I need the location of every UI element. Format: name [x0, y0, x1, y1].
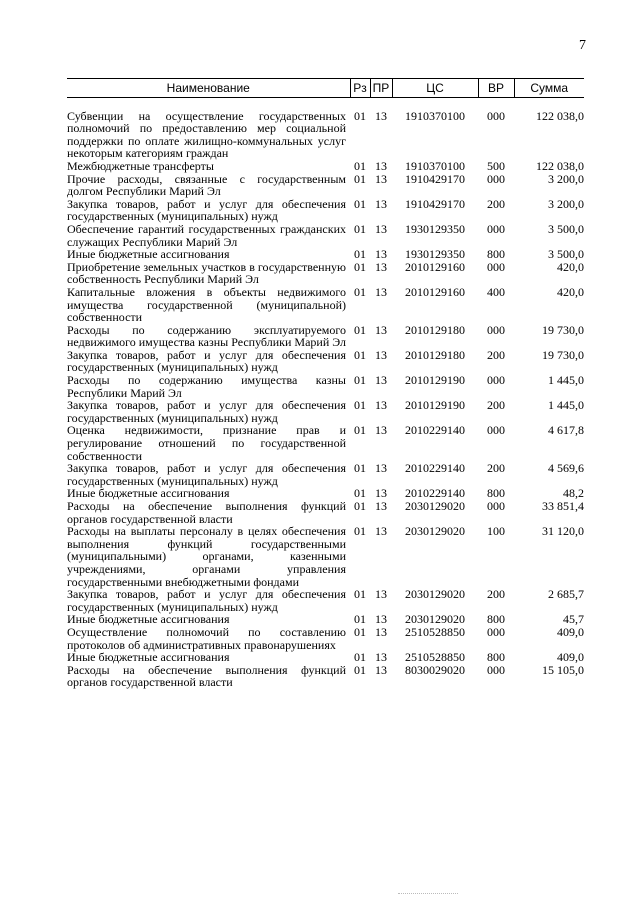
- table-row: [67, 462, 584, 487]
- cell-rz: 01: [354, 196, 366, 211]
- cell-sum: 2 685,7: [548, 587, 584, 602]
- cell-cs: 2010229140: [405, 486, 465, 501]
- cell-rz: 01: [354, 486, 366, 501]
- table-row: [67, 374, 584, 399]
- cell-cs: 2510528850: [405, 650, 465, 665]
- cell-vr: 800: [487, 612, 505, 627]
- cell-cs: 2010129190: [405, 373, 465, 388]
- table-row: [67, 664, 584, 689]
- cell-cs: 2030129020: [405, 499, 465, 513]
- cell-cs: 2010129160: [405, 284, 465, 299]
- cell-vr: 800: [487, 486, 505, 501]
- cell-pr: 13: [375, 196, 387, 211]
- cell-vr: 000: [487, 373, 505, 388]
- header-vr: ВР: [478, 79, 514, 98]
- cell-rz: 01: [354, 347, 366, 362]
- cell-name: Закупка товаров, работ и услуг для обеспечения государственных (муниципальных) нужд: [67, 347, 346, 375]
- cell-sum: 409,0: [557, 650, 584, 665]
- cell-pr: 13: [375, 171, 387, 186]
- cell-vr: 000: [487, 108, 505, 123]
- cell-name: Иные бюджетные ассигнования: [67, 612, 230, 627]
- cell-pr: 13: [375, 158, 387, 173]
- cell-sum: 33 851,4: [542, 499, 584, 513]
- cell-cs: 2010129160: [405, 259, 465, 274]
- header-cs: ЦС: [392, 79, 478, 98]
- cell-sum: 420,0: [557, 259, 584, 274]
- cell-rz: 01: [354, 587, 366, 602]
- table-row: [67, 399, 584, 424]
- cell-rz: 01: [354, 221, 366, 236]
- cell-rz: 01: [354, 158, 366, 173]
- cell-pr: 13: [375, 587, 387, 602]
- cell-pr: 13: [375, 284, 387, 299]
- cell-cs: 1930129350: [405, 221, 465, 236]
- table-row: [67, 424, 584, 462]
- cell-vr: 000: [487, 221, 505, 236]
- table-row: [67, 97, 584, 160]
- cell-rz: 01: [354, 461, 366, 476]
- cell-rz: 01: [354, 662, 366, 677]
- table-row: [67, 286, 584, 324]
- cell-cs: 2030129020: [405, 524, 465, 539]
- cell-cs: 1910370100: [405, 108, 465, 123]
- cell-name: Закупка товаров, работ и услуг для обеспечения государственных (муниципальных) нужд: [67, 196, 346, 224]
- cell-sum: 45,7: [563, 612, 584, 627]
- table-row: [67, 588, 584, 613]
- cell-rz: 01: [354, 247, 366, 262]
- cell-vr: 800: [487, 650, 505, 665]
- cell-pr: 13: [375, 524, 387, 539]
- cell-rz: 01: [354, 499, 366, 513]
- table-row: [67, 626, 584, 651]
- cell-vr: 000: [487, 423, 505, 438]
- cell-vr: 100: [487, 524, 505, 539]
- cell-pr: 13: [375, 624, 387, 639]
- cell-vr: 500: [487, 158, 505, 173]
- cell-vr: 000: [487, 662, 505, 677]
- cell-vr: 400: [487, 284, 505, 299]
- cell-rz: 01: [354, 398, 366, 413]
- cell-rz: 01: [354, 322, 366, 337]
- cell-vr: 000: [487, 624, 505, 639]
- table-body: [67, 97, 584, 689]
- cell-vr: 000: [487, 322, 505, 337]
- header-sum: Сумма: [514, 79, 584, 98]
- cell-rz: 01: [354, 624, 366, 639]
- table-header-row: [67, 79, 584, 98]
- cell-sum: 3 500,0: [548, 247, 584, 262]
- cell-rz: 01: [354, 373, 366, 388]
- cell-name: Прочие расходы, связанные с государственным долгом Республики Марий Эл: [67, 171, 346, 199]
- cell-pr: 13: [375, 461, 387, 476]
- cell-sum: 48,2: [563, 486, 584, 501]
- cell-sum: 4 617,8: [548, 423, 584, 438]
- cell-vr: 200: [487, 196, 505, 211]
- cell-cs: 1910429170: [405, 171, 465, 186]
- header-name: Наименование: [67, 79, 350, 98]
- cell-sum: 19 730,0: [542, 322, 584, 337]
- cell-name: Субвенции на осуществление государственных полномочий по предоставлению мер социальной поддержки по оплате жилищно-коммунальных услуг некоторым категориям граждан: [67, 108, 346, 161]
- cell-vr: 000: [487, 259, 505, 274]
- table-row: [67, 500, 584, 525]
- cell-cs: 2030129020: [405, 612, 465, 627]
- header-rz: Рз: [350, 79, 370, 98]
- cell-cs: 1910370100: [405, 158, 465, 173]
- cell-cs: 1910429170: [405, 196, 465, 211]
- cell-name: Иные бюджетные ассигнования: [67, 486, 230, 501]
- table-row: [67, 324, 584, 349]
- cell-name: Оценка недвижимости, признание прав и регулирование отношений по государственной собственности: [67, 423, 346, 463]
- cell-pr: 13: [375, 221, 387, 236]
- cell-name: Расходы на выплаты персоналу в целях обеспечения выполнения функций государственными (муниципальными) органами, казенными учреждениями, органами управления государственными внебюджетными фондами: [67, 524, 346, 589]
- cell-pr: 13: [375, 662, 387, 677]
- cell-rz: 01: [354, 423, 366, 438]
- cell-sum: 122 038,0: [536, 158, 584, 173]
- cell-pr: 13: [375, 486, 387, 501]
- cell-name: Осуществление полномочий по составлению протоколов об административных правонарушениях: [67, 624, 346, 652]
- cell-pr: 13: [375, 322, 387, 337]
- cell-vr: 200: [487, 347, 505, 362]
- cell-vr: 000: [487, 171, 505, 186]
- cell-name: Расходы по содержанию имущества казны Республики Марий Эл: [67, 373, 346, 400]
- cell-cs: 8030029020: [405, 662, 465, 677]
- cell-vr: 800: [487, 247, 505, 262]
- table-row: [67, 349, 584, 374]
- table-row: [67, 261, 584, 286]
- cell-sum: 420,0: [557, 284, 584, 299]
- cell-rz: 01: [354, 650, 366, 665]
- table-row: [67, 651, 584, 664]
- table-row: [67, 248, 584, 261]
- cell-cs: 2010229140: [405, 423, 465, 438]
- cell-pr: 13: [375, 259, 387, 274]
- cell-pr: 13: [375, 373, 387, 388]
- table-row: [67, 525, 584, 588]
- cell-name: Расходы на обеспечение выполнения функций органов государственной власти: [67, 499, 346, 526]
- cell-name: Иные бюджетные ассигнования: [67, 650, 230, 665]
- table-row: [67, 160, 584, 173]
- cell-name: Закупка товаров, работ и услуг для обеспечения государственных (муниципальных) нужд: [67, 461, 346, 488]
- cell-sum: 15 105,0: [542, 662, 584, 677]
- cell-sum: 409,0: [557, 624, 584, 639]
- cell-sum: 4 569,6: [548, 461, 584, 476]
- cell-vr: 200: [487, 398, 505, 413]
- cell-sum: 1 445,0: [548, 373, 584, 388]
- cell-name: Межбюджетные трансферты: [67, 158, 214, 173]
- cell-cs: 1930129350: [405, 247, 465, 262]
- budget-table: [67, 78, 584, 689]
- cell-name: Расходы по содержанию эксплуатируемого недвижимого имущества казны Республики Марий Эл: [67, 322, 346, 350]
- table-row: [67, 173, 584, 198]
- cell-name: Обеспечение гарантий государственных гражданских служащих Республики Марий Эл: [67, 221, 346, 249]
- cell-sum: 3 200,0: [548, 196, 584, 211]
- cell-vr: 000: [487, 499, 505, 513]
- cell-rz: 01: [354, 284, 366, 299]
- cell-cs: 2010129180: [405, 347, 465, 362]
- cell-pr: 13: [375, 650, 387, 665]
- header-pr: ПР: [370, 79, 392, 98]
- cell-vr: 200: [487, 587, 505, 602]
- cell-rz: 01: [354, 612, 366, 627]
- table-row: [67, 198, 584, 223]
- cell-pr: 13: [375, 347, 387, 362]
- cell-name: Иные бюджетные ассигнования: [67, 247, 230, 262]
- cell-rz: 01: [354, 524, 366, 539]
- cell-pr: 13: [375, 247, 387, 262]
- cell-rz: 01: [354, 108, 366, 123]
- cell-sum: 19 730,0: [542, 347, 584, 362]
- scan-artifact: [398, 893, 458, 896]
- cell-name: Закупка товаров, работ и услуг для обеспечения государственных (муниципальных) нужд: [67, 398, 346, 425]
- cell-sum: 1 445,0: [548, 398, 584, 413]
- cell-cs: 2510528850: [405, 624, 465, 639]
- cell-cs: 2010229140: [405, 461, 465, 476]
- cell-name: Приобретение земельных участков в государственную собственность Республики Марий Эл: [67, 259, 346, 287]
- cell-cs: 2030129020: [405, 587, 465, 602]
- cell-rz: 01: [354, 171, 366, 186]
- cell-pr: 13: [375, 612, 387, 627]
- cell-pr: 13: [375, 398, 387, 413]
- cell-name: Капитальные вложения в объекты недвижимого имущества государственной (муниципальной) собственности: [67, 284, 346, 325]
- page-number: 7: [579, 38, 586, 53]
- cell-pr: 13: [375, 108, 387, 123]
- cell-pr: 13: [375, 499, 387, 513]
- cell-pr: 13: [375, 423, 387, 438]
- cell-cs: 2010129180: [405, 322, 465, 337]
- cell-name: Закупка товаров, работ и услуг для обеспечения государственных (муниципальных) нужд: [67, 587, 346, 614]
- cell-sum: 122 038,0: [536, 108, 584, 123]
- cell-cs: 2010129190: [405, 398, 465, 413]
- cell-sum: 3 500,0: [548, 221, 584, 236]
- cell-sum: 31 120,0: [542, 524, 584, 539]
- cell-rz: 01: [354, 259, 366, 274]
- table-row: [67, 223, 584, 248]
- cell-vr: 200: [487, 461, 505, 476]
- cell-sum: 3 200,0: [548, 171, 584, 186]
- cell-name: Расходы на обеспечение выполнения функций органов государственной власти: [67, 662, 346, 690]
